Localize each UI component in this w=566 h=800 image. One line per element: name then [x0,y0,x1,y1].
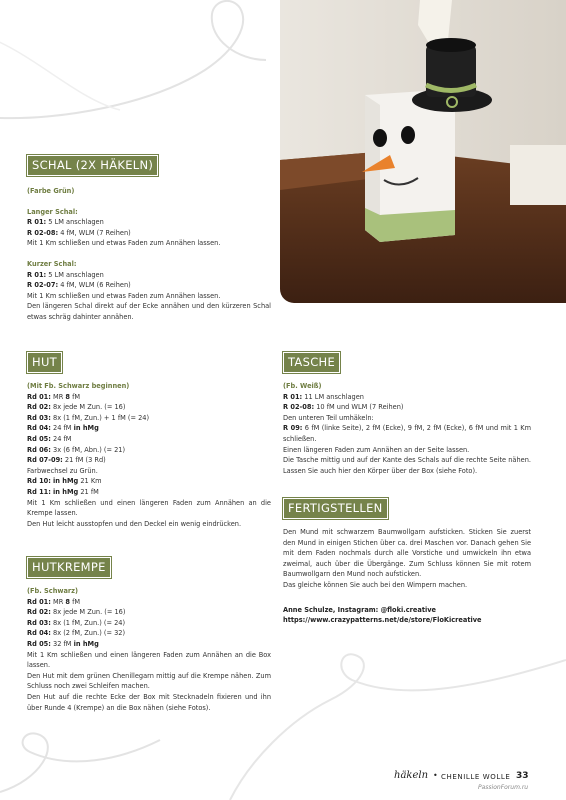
instruction-row: Rd 04: 8x (2 fM, Zun.) (= 32) [27,629,126,638]
instruction-text: Mit 1 Km schließen und einen längeren Faden zum Annähen an die Box lassen. [27,650,271,670]
section-heading-fertigstellen: FERTIGSTELLEN [283,498,388,519]
langer-schal-title: Langer Schal: [27,207,78,216]
tasche-section [283,352,531,476]
instruction-text: Die Tasche mittig und auf der Kante des Schals auf die rechte Seite nähen. Lassen Sie auch hier den Körper über der Box (siehe Foto). [283,456,531,475]
instruction-row: R 02-07: 4 fM, WLM (6 Reihen) [27,281,131,290]
hut-section [27,352,271,529]
instruction-text: Einen längeren Faden zum Annähen an der Seite lassen. [283,445,470,454]
instruction-row: R 01: 5 LM anschlagen [27,218,104,227]
hutkrempe-section [27,557,271,713]
instruction-text: Den unteren Teil umhäkeln: [283,413,374,422]
schal-color-note: (Farbe Grün) [27,187,75,195]
footer-separator: • [433,771,438,780]
instruction-text: Den Hut auf die rechte Ecke der Box mit Stecknadeln fixieren und ihn über Runde 4 (Krempe) an die Box nähen (siehe Fotos). [27,692,271,712]
instruction-row: R 01: 5 LM anschlagen [27,270,104,279]
hut-color-note: (Mit Fb. Schwarz beginnen) [27,382,130,390]
section-heading-schal: SCHAL (2X HÄKELN) [27,155,158,176]
instruction-row: Rd 11: in hMg 21 fM [27,487,99,496]
instruction-text: Den Hut leicht ausstopfen und den Deckel ein wenig eindrücken. [27,519,242,528]
section-heading-tasche: TASCHE [283,352,340,373]
watermark: PassionForum.ru [478,784,529,791]
instruction-row: Rd 01: MR 8 fM [27,597,81,606]
fertigstellen-section [283,498,531,626]
instruction-text: Den längeren Schal direkt auf der Ecke annähen und den kürzeren Schal etwas schräg dahinter annähen. [27,302,271,321]
instruction-row: Rd 02: 8x jede M Zun. (= 16) [27,403,126,412]
instruction-text: Farbwechsel zu Grün. [27,466,98,475]
instruction-text: Den Mund mit schwarzem Baumwollgarn aufsticken. Sticken Sie zuerst den Mund in einigen Stichen über ca. drei Maschen vor. Danach gehen Sie mit dem Faden nochmals durch alle Vorstiche und umwickeln ihn etwa zweimal, auch über die Übergänge. Zum Schluss können Sie mit rotem Baumwollgarn den Mund noch aufsticken. [283,528,531,579]
schal-section [27,155,271,323]
instruction-row: Rd 03: 8x (1 fM, Zun.) + 1 fM (= 24) [27,413,150,422]
page-number: 33 [516,771,529,781]
instruction-row: R 02-08: 4 fM, WLM (7 Reihen) [27,228,131,237]
footer-brand: häkeln [394,770,429,781]
instruction-row: Rd 05: 32 fM in hMg [27,639,99,648]
instruction-row: R 02-08: 10 fM und WLM (7 Reihen) [283,403,404,412]
instruction-row: Rd 04: 24 fM in hMg [27,424,99,433]
instruction-text: Mit 1 Km schließen und etwas Faden zum Annähen lassen. [27,291,221,300]
snowman-tissue-box-photo [280,0,566,303]
instruction-row: R 09: 6 fM (linke Seite), 2 fM (Ecke), 9 fM, 2 fM (Ecke), 6 fM und mit 1 Km schließen. [283,424,532,443]
hutkrempe-color-note: (Fb. Schwarz) [27,587,79,595]
footer-magazine-title: CHENILLE WOLLE [441,773,511,781]
instruction-row: Rd 02: 8x jede M Zun. (= 16) [27,608,126,617]
instruction-row: Rd 05: 24 fM [27,434,72,443]
section-heading-hut: HUT [27,352,62,373]
instruction-row: Rd 03: 8x (1 fM, Zun.) (= 24) [27,618,126,627]
kurzer-schal-title: Kurzer Schal: [27,259,77,268]
section-heading-hutkrempe: HUTKREMPE [27,557,111,578]
instruction-text: Mit 1 Km schließen und etwas Faden zum Annähen lassen. [27,239,221,248]
author-credit: Anne Schulze, Instagram: @floki.creative [283,605,436,614]
author-link[interactable]: https://www.crazypatterns.net/de/store/FloKicreative [283,616,482,625]
instruction-row: R 01: 11 LM anschlagen [283,392,364,401]
instruction-row: Rd 07-09: 21 fM (3 Rd) [27,456,106,465]
instruction-text: Mit 1 Km schließen und einen längeren Faden zum Annähen an die Krempe lassen. [27,498,271,518]
instruction-row: Rd 06: 3x (6 fM, Abn.) (= 21) [27,445,126,454]
instruction-row: Rd 10: in hMg 21 Km [27,477,102,486]
instruction-row: Rd 01: MR 8 fM [27,392,81,401]
instruction-text: Den Hut mit dem grünen Chenillegarn mittig auf die Krempe nähen. Zum Schluss noch zwei Schleifen machen. [27,671,271,691]
instruction-text: Das gleiche können Sie auch bei den Wimpern machen. [283,580,468,589]
tasche-color-note: (Fb. Weiß) [283,382,322,390]
